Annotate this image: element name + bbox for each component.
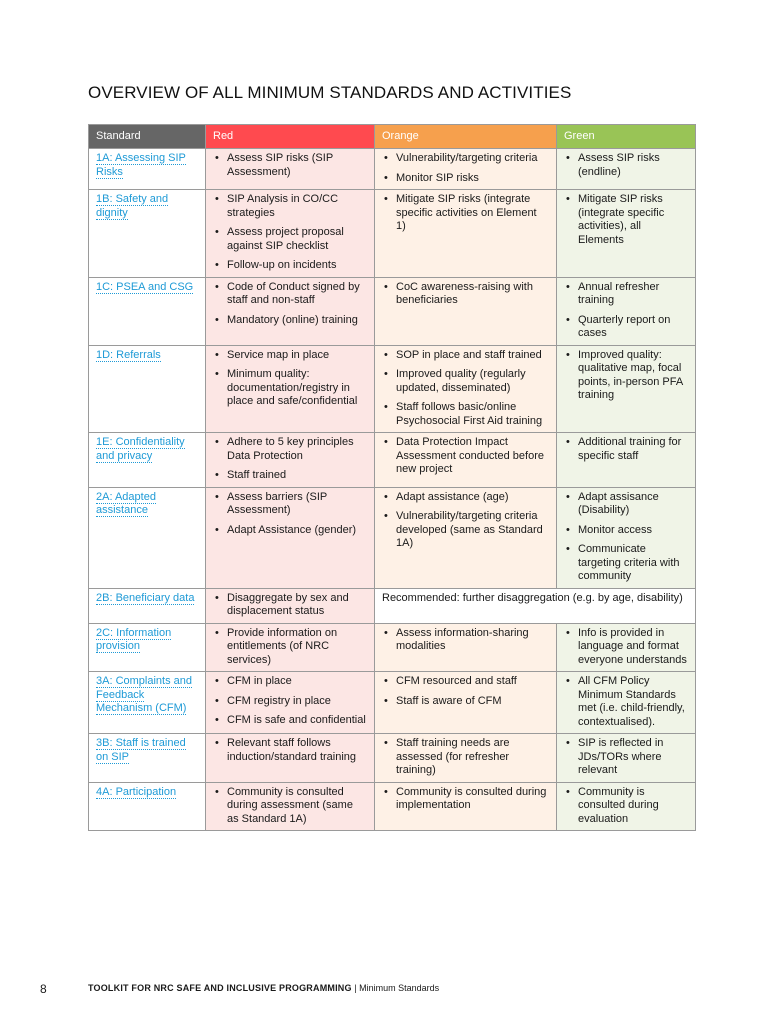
red-cell bbox=[206, 487, 375, 588]
header-green: Green bbox=[557, 125, 696, 149]
list-item: • Annual refresher training bbox=[564, 281, 688, 308]
red-activity-list bbox=[213, 152, 367, 179]
list-item: • Community is consulted during implementation bbox=[382, 786, 549, 813]
list-item: • Improved quality: qualitative map, focal points, in-person PFA training bbox=[564, 349, 688, 403]
page-number: 8 bbox=[40, 982, 47, 996]
standard-link[interactable]: 4A: Participation bbox=[96, 785, 177, 798]
red-cell bbox=[206, 345, 375, 433]
table-row bbox=[89, 672, 696, 734]
orange-activity-list bbox=[382, 152, 549, 185]
page-title: OVERVIEW OF ALL MINIMUM STANDARDS AND ACTIVITIES bbox=[88, 83, 572, 102]
list-item: • Data Protection Impact Assessment conducted before new project bbox=[382, 436, 549, 477]
red-cell bbox=[206, 672, 375, 734]
list-item: • Assess SIP risks (SIP Assessment) bbox=[213, 152, 367, 179]
list-item: • Adapt Assistance (gender) bbox=[213, 524, 367, 538]
table-row bbox=[89, 277, 696, 345]
header-red: Red bbox=[206, 125, 375, 149]
red-activity-list bbox=[213, 193, 367, 273]
standard-cell bbox=[89, 277, 206, 345]
list-item: • Communicate targeting criteria with community bbox=[564, 543, 688, 584]
list-item: • SIP Analysis in CO/CC strategies bbox=[213, 193, 367, 220]
green-activity-list bbox=[564, 436, 688, 463]
list-item: • Monitor SIP risks bbox=[382, 172, 549, 186]
orange-activity-list bbox=[382, 193, 549, 234]
green-cell bbox=[557, 672, 696, 734]
green-activity-list bbox=[564, 786, 688, 827]
green-activity-list bbox=[564, 627, 688, 668]
list-item: • Disaggregate by sex and displacement status bbox=[213, 592, 367, 619]
list-item: • SOP in place and staff trained bbox=[382, 349, 549, 363]
orange-activity-list bbox=[382, 436, 549, 477]
green-activity-list bbox=[564, 152, 688, 179]
list-item: • Info is provided in language and format everyone understands bbox=[564, 627, 688, 668]
green-cell bbox=[557, 345, 696, 433]
green-cell bbox=[557, 623, 696, 672]
list-item: • CFM in place bbox=[213, 675, 367, 689]
footer-section: Minimum Standards bbox=[359, 983, 440, 993]
red-activity-list bbox=[213, 281, 367, 328]
table-row bbox=[89, 623, 696, 672]
red-cell bbox=[206, 588, 375, 623]
standard-cell bbox=[89, 734, 206, 783]
table-row bbox=[89, 588, 696, 623]
list-item: • Improved quality (regularly updated, disseminated) bbox=[382, 368, 549, 395]
orange-cell bbox=[375, 734, 557, 783]
orange-cell bbox=[375, 782, 557, 831]
standard-link[interactable]: 2A: Adapted assistance bbox=[96, 490, 156, 516]
list-item: • Assess information-sharing modalities bbox=[382, 627, 549, 654]
orange-cell bbox=[375, 487, 557, 588]
standard-cell bbox=[89, 588, 206, 623]
standards-table bbox=[88, 124, 696, 831]
table-row bbox=[89, 149, 696, 190]
list-item: • Staff trained bbox=[213, 469, 367, 483]
table-row bbox=[89, 487, 696, 588]
table-row bbox=[89, 433, 696, 488]
list-item: • Vulnerability/targeting criteria bbox=[382, 152, 549, 166]
standard-link[interactable]: 1B: Safety and dignity bbox=[96, 193, 169, 219]
orange-cell bbox=[375, 672, 557, 734]
list-item: • Staff follows basic/online Psychosocial First Aid training bbox=[382, 401, 549, 428]
list-item: • Mitigate SIP risks (integrate specific activities), all Elements bbox=[564, 193, 688, 247]
green-activity-list bbox=[564, 737, 688, 778]
footer-doc-title: TOOLKIT FOR NRC SAFE AND INCLUSIVE PROGRAMMING bbox=[88, 983, 352, 993]
red-cell bbox=[206, 190, 375, 278]
standard-link[interactable]: 1C: PSEA and CSG bbox=[96, 280, 194, 293]
orange-activity-list bbox=[382, 491, 549, 551]
green-cell bbox=[557, 277, 696, 345]
orange-cell bbox=[375, 345, 557, 433]
list-item: • CFM registry in place bbox=[213, 695, 367, 709]
list-item: • Mitigate SIP risks (integrate specific activities on Element 1) bbox=[382, 193, 549, 234]
orange-cell bbox=[375, 623, 557, 672]
recommended-cell: Recommended: further disaggregation (e.g. by age, disability) bbox=[375, 588, 696, 623]
list-item: • Adhere to 5 key principles Data Protection bbox=[213, 436, 367, 463]
orange-cell bbox=[375, 190, 557, 278]
list-item: • Staff is aware of CFM bbox=[382, 695, 549, 709]
list-item: • Quarterly report on cases bbox=[564, 314, 688, 341]
table-header-row bbox=[89, 125, 696, 149]
header-standard: Standard bbox=[89, 125, 206, 149]
list-item: • Community is consulted during evaluation bbox=[564, 786, 688, 827]
green-activity-list bbox=[564, 193, 688, 247]
list-item: • Service map in place bbox=[213, 349, 367, 363]
list-item: • Monitor access bbox=[564, 524, 688, 538]
green-cell bbox=[557, 190, 696, 278]
list-item: • Assess barriers (SIP Assessment) bbox=[213, 491, 367, 518]
standard-link[interactable]: 1D: Referrals bbox=[96, 348, 161, 361]
standard-link[interactable]: 3B: Staff is trained on SIP bbox=[96, 737, 186, 763]
list-item: • Community is consulted during assessment (same as Standard 1A) bbox=[213, 786, 367, 827]
standard-link[interactable]: 3A: Complaints and Feedback Mechanism (CFM) bbox=[96, 675, 192, 714]
red-cell bbox=[206, 782, 375, 831]
table-body bbox=[89, 149, 696, 831]
standard-cell bbox=[89, 149, 206, 190]
orange-activity-list bbox=[382, 627, 549, 654]
standard-link[interactable]: 2C: Information provision bbox=[96, 626, 172, 652]
table-row bbox=[89, 782, 696, 831]
green-cell bbox=[557, 487, 696, 588]
table-row bbox=[89, 734, 696, 783]
standard-cell bbox=[89, 782, 206, 831]
green-cell bbox=[557, 433, 696, 488]
green-cell bbox=[557, 782, 696, 831]
orange-activity-list bbox=[382, 349, 549, 429]
green-cell bbox=[557, 734, 696, 783]
red-activity-list bbox=[213, 627, 367, 668]
list-item: • Adapt assistance (age) bbox=[382, 491, 549, 505]
green-activity-list bbox=[564, 491, 688, 584]
list-item: • SIP is reflected in JDs/TORs where relevant bbox=[564, 737, 688, 778]
orange-cell bbox=[375, 277, 557, 345]
list-item: • All CFM Policy Minimum Standards met (i.e. child-friendly, contextualised). bbox=[564, 675, 688, 729]
standard-link[interactable]: 2B: Beneficiary data bbox=[96, 591, 195, 604]
list-item: • Relevant staff follows induction/standard training bbox=[213, 737, 367, 764]
list-item: • Provide information on entitlements (of NRC services) bbox=[213, 627, 367, 668]
list-item: • CoC awareness-raising with beneficiaries bbox=[382, 281, 549, 308]
red-activity-list bbox=[213, 349, 367, 409]
list-item: • Follow-up on incidents bbox=[213, 259, 367, 273]
table-row bbox=[89, 345, 696, 433]
red-activity-list bbox=[213, 592, 367, 619]
footer-separator: | bbox=[354, 983, 357, 993]
standard-cell bbox=[89, 487, 206, 588]
list-item: • Code of Conduct signed by staff and non-staff bbox=[213, 281, 367, 308]
standard-cell bbox=[89, 433, 206, 488]
green-activity-list bbox=[564, 349, 688, 403]
red-cell bbox=[206, 433, 375, 488]
orange-activity-list bbox=[382, 786, 549, 813]
list-item: • Mandatory (online) training bbox=[213, 314, 367, 328]
orange-cell bbox=[375, 149, 557, 190]
red-cell bbox=[206, 277, 375, 345]
standard-cell bbox=[89, 190, 206, 278]
list-item: • Minimum quality: documentation/registry in place and safe/confidential bbox=[213, 368, 367, 409]
footer-text bbox=[88, 983, 439, 993]
standard-link[interactable]: 1E: Confidentiality and privacy bbox=[96, 436, 185, 462]
red-cell bbox=[206, 149, 375, 190]
standard-cell bbox=[89, 623, 206, 672]
red-activity-list bbox=[213, 436, 367, 483]
table-row bbox=[89, 190, 696, 278]
list-item: • Assess SIP risks (endline) bbox=[564, 152, 688, 179]
page-footer bbox=[0, 982, 768, 996]
red-activity-list bbox=[213, 737, 367, 764]
red-cell bbox=[206, 623, 375, 672]
green-activity-list bbox=[564, 281, 688, 341]
standard-cell bbox=[89, 345, 206, 433]
green-cell bbox=[557, 149, 696, 190]
list-item: • Additional training for specific staff bbox=[564, 436, 688, 463]
standard-cell bbox=[89, 672, 206, 734]
red-activity-list bbox=[213, 786, 367, 827]
list-item: • CFM resourced and staff bbox=[382, 675, 549, 689]
list-item: • Vulnerability/targeting criteria developed (same as Standard 1A) bbox=[382, 510, 549, 551]
standard-link[interactable]: 1A: Assessing SIP Risks bbox=[96, 152, 186, 178]
orange-activity-list bbox=[382, 737, 549, 778]
list-item: • Staff training needs are assessed (for refresher training) bbox=[382, 737, 549, 778]
red-activity-list bbox=[213, 675, 367, 728]
list-item: • CFM is safe and confidential bbox=[213, 714, 367, 728]
list-item: • Assess project proposal against SIP checklist bbox=[213, 226, 367, 253]
red-activity-list bbox=[213, 491, 367, 538]
header-orange: Orange bbox=[375, 125, 557, 149]
green-activity-list bbox=[564, 675, 688, 729]
orange-cell bbox=[375, 433, 557, 488]
list-item: • Adapt assisance (Disability) bbox=[564, 491, 688, 518]
red-cell bbox=[206, 734, 375, 783]
orange-activity-list bbox=[382, 675, 549, 708]
orange-activity-list bbox=[382, 281, 549, 308]
